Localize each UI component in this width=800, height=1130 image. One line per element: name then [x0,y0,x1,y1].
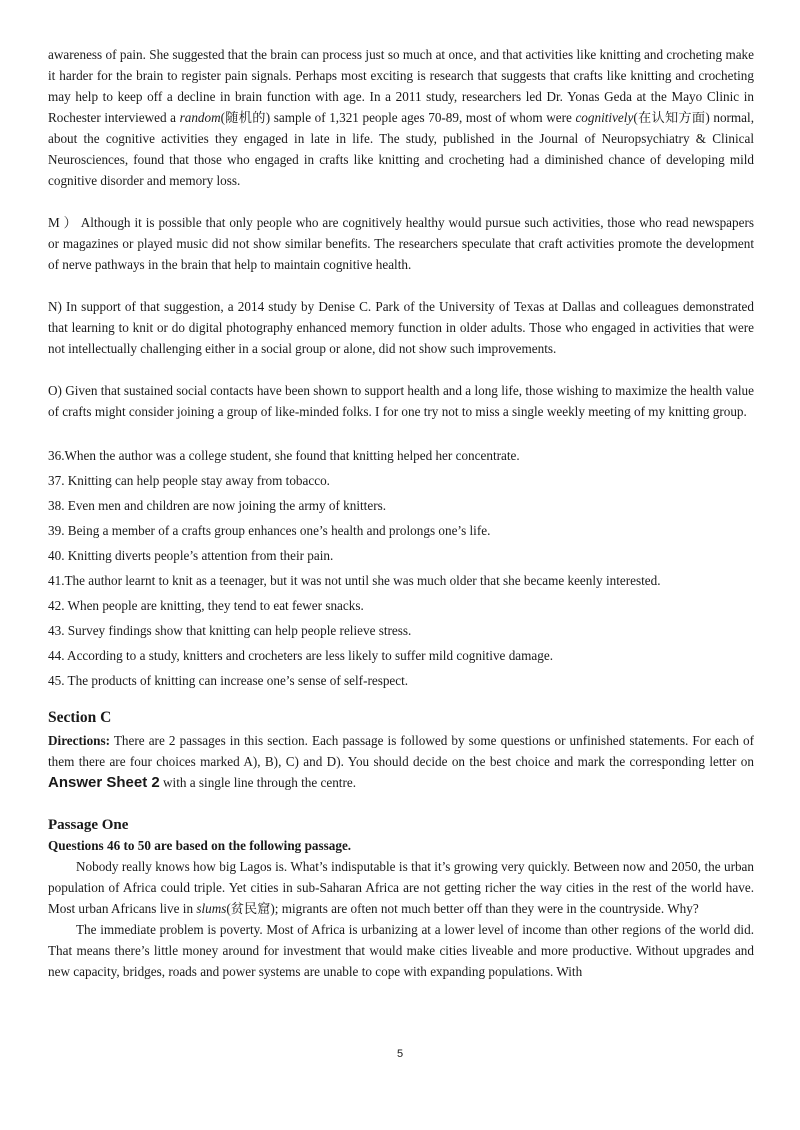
page-number: 5 [396,1048,404,1060]
section-c-title: Section C [48,709,112,726]
directions-text-2: with a single line through the centre. [159,775,357,790]
question-41: 41.The author learnt to knit as a teenager, but it was not until she was much older that she became keenly interested. [48,573,661,588]
section-c-directions [48,730,754,793]
directions-text-1: There are 2 passages in this section. Each passage is followed by some questions or unfinished statements. For each of them there are four choices marked A), B), C) and D). You should decide on the best choice and mark the corresponding letter on [48,733,754,769]
paragraph-l [48,44,754,191]
question-42: 42. When people are knitting, they tend to eat fewer snacks. [48,598,364,613]
paragraph-l-part1: awareness of pain. She suggested that the brain can process just so much at once, and that activities like knitting and crocheting make it harder for the brain to register pain signals. Perhaps most exciting is research that suggests that crafts like knitting and crocheting may help to keep off a decline in brain function with age. In a 2011 study, researchers led Dr. Yonas Geda at the Mayo Clinic in Rochester interviewed a [48,47,754,125]
question-list [48,443,754,693]
directions-label: Directions: [48,733,111,748]
passage-one-title: Passage One [48,817,129,833]
question-44: 44. According to a study, knitters and crocheters are less likely to suffer mild cognitive damage. [48,648,554,663]
question-40: 40. Knitting diverts people’s attention from their pain. [48,548,334,563]
gloss-random: (随机的) sample of 1,321 people ages 70-89, most of whom were [220,110,576,125]
paragraph-n: N) In support of that suggestion, a 2014 study by Denise C. Park of the University of Texas at Dallas and colleagues demonstrated that learning to knit or do digital photography enhanced memory function in older adults. Those who engaged in activities that were not intellectually challenging either in a social group or alone, did not show such improvements. [48,299,754,356]
answer-sheet-label: Answer Sheet 2 [48,774,160,791]
term-cognitively: cognitively [575,110,634,125]
paragraph-o: O) Given that sustained social contacts have been shown to support health and a long life, those wishing to maximize the health value of crafts might consider joining a group of like-minded folks. I for one try not to miss a single weekly meeting of my knitting group. [48,383,754,419]
question-39: 39. Being a member of a crafts group enhances one’s health and prolongs one’s life. [48,523,491,538]
passage-one-paragraph-1 [48,856,754,919]
passage-one-subhead: Questions 46 to 50 are based on the following passage. [48,838,352,853]
question-36: 36.When the author was a college student, she found that knitting helped her concentrate. [48,448,520,463]
term-random: random [179,110,221,125]
paragraph-m: M ） Although it is possible that only people who are cognitively healthy would pursue such activities, those who read newspapers or magazines or played music did not show similar benefits. The researchers speculate that craft activities promote the development of nerve pathways in the brain that help to maintain cognitive health. [48,215,754,272]
passage-p1-part1: Nobody really knows how big Lagos is. What’s indisputable is that it’s growing very quickly. Between now and 2050, the urban population of Africa could triple. Yet cities in sub-Saharan Africa are not getting richer the way cities in the rest of the world have. Most urban Africans live in [48,859,754,916]
passage-p1-part2: (贫民窟); migrants are often not much better off than they were in the countryside. Why? [226,901,699,916]
term-slums: slums [196,901,227,916]
question-43: 43. Survey findings show that knitting can help people relieve stress. [48,623,412,638]
document-page [48,44,754,982]
question-45: 45. The products of knitting can increase one’s sense of self-respect. [48,673,409,688]
question-38: 38. Even men and children are now joining the army of knitters. [48,498,387,513]
passage-one-paragraph-2: The immediate problem is poverty. Most of Africa is urbanizing at a lower level of income than other regions of the world did. That means there’s little money around for investment that would make cities liveable and more productive. Without upgrades and new capacity, bridges, roads and power systems are unable to cope with expanding populations. With [48,922,754,979]
question-37: 37. Knitting can help people stay away from tobacco. [48,473,330,488]
paragraph-l-part2: (在认知方面) normal, about the cognitive activities they engaged in late in life. The study, published in the Journal of Neuropsychiatry & Clinical Neurosciences, found that those who engaged in crafts like knitting and crocheting had a diminished chance of developing mild cognitive disorder and memory loss. [48,110,754,188]
